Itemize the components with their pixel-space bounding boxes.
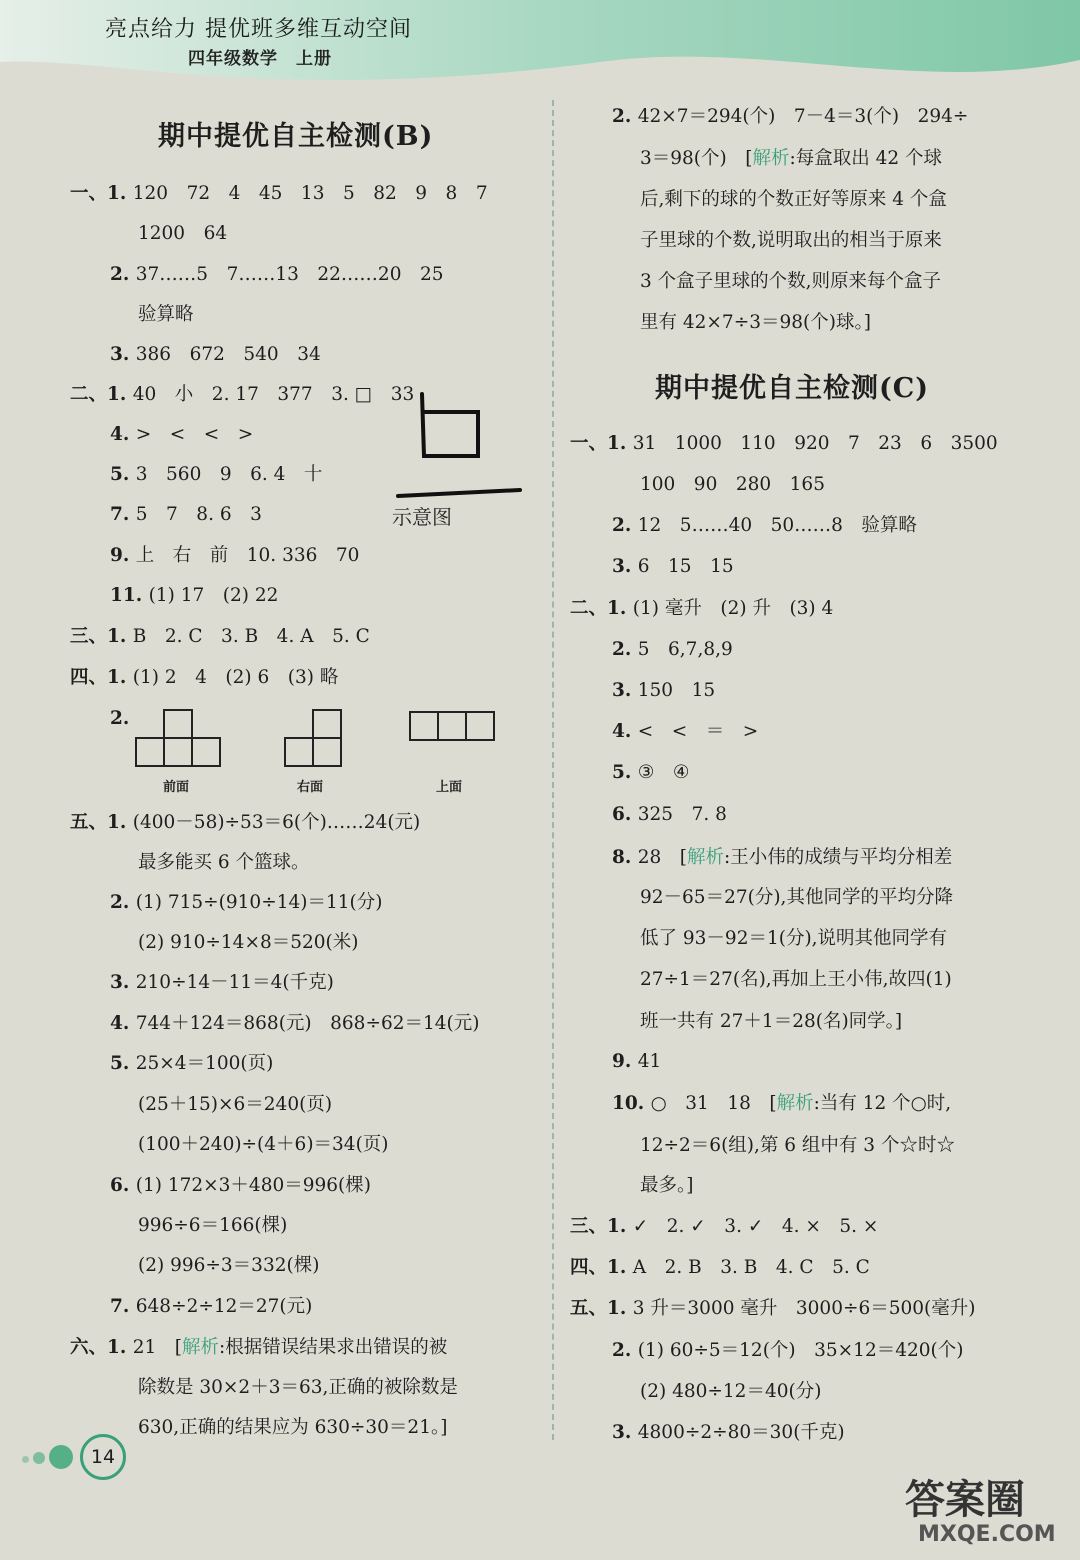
answer-text: 上 右 前 10. 336 70 <box>135 545 360 566</box>
item-number: 五、1. <box>70 812 133 833</box>
answer-text: A 2. B 3. B 4. C 5. C <box>632 1257 870 1278</box>
item-number: 2. <box>110 892 136 913</box>
left-answer-line <box>70 383 414 407</box>
view-top-label: 上面 <box>436 780 463 795</box>
right-answer-line <box>570 432 998 456</box>
answer-text: 里有 42×7÷3＝98(个)球。] <box>640 312 871 333</box>
item-number: 2. <box>110 264 136 285</box>
answer-text: 28 [解析:王小伟的成绩与平均分相差 <box>637 847 953 868</box>
item-number: 一、1. <box>570 433 633 454</box>
answer-text: 37……5 7……13 22……20 25 <box>135 264 444 285</box>
left-answer-line <box>110 263 444 287</box>
right-answer-line <box>570 1215 878 1239</box>
item-number: 4. <box>612 721 638 742</box>
right-answer-line <box>640 188 947 212</box>
right-answer-line <box>612 105 968 129</box>
right-answer-line <box>612 638 733 662</box>
item-number: 2. <box>612 1340 638 1361</box>
answer-text: B 2. C 3. B 4. A 5. C <box>132 626 370 647</box>
item-number: 6. <box>612 804 638 825</box>
answer-text: 6 15 15 <box>637 556 734 577</box>
left-answer-line <box>110 971 334 995</box>
right-answer-line <box>612 720 758 744</box>
answer-text: 子里球的个数,说明取出的相当于原来 <box>640 230 942 251</box>
left-answer-line <box>138 222 227 246</box>
item-number: 五、1. <box>570 1298 633 1319</box>
right-answer-line <box>640 1134 955 1158</box>
answer-text: 3＝98(个) [解析:每盒取出 42 个球 <box>640 148 943 169</box>
item-number: 4. <box>110 1013 136 1034</box>
answer-text: (2) 480÷12＝40(分) <box>640 1381 822 1402</box>
item-number: 3. <box>110 344 136 365</box>
right-answer-line <box>612 555 734 579</box>
item-number: 2. <box>612 106 638 127</box>
answer-text: 150 15 <box>637 680 716 701</box>
answer-text: ✓ 2. ✓ 3. ✓ 4. × 5. × <box>632 1216 879 1237</box>
answer-text: 21 [解析:根据错误结果求出错误的被 <box>132 1337 448 1358</box>
left-answer-line <box>138 931 358 955</box>
left-answer-line <box>110 707 129 731</box>
answer-text: 验算略 <box>138 304 194 325</box>
right-answer-line <box>612 514 917 538</box>
right-answer-line <box>640 968 952 992</box>
answer-text: 100 90 280 165 <box>640 474 825 495</box>
answer-text: 班一共有 27＋1＝28(名)同学。] <box>640 1011 903 1032</box>
left-answer-line <box>110 1052 273 1076</box>
left-answer-line <box>110 584 278 608</box>
right-answer-line <box>640 927 947 951</box>
answer-text: 5 7 8. 6 3 <box>135 504 262 525</box>
item-number: 4. <box>110 424 136 445</box>
item-number: 3. <box>612 556 638 577</box>
column-divider <box>552 100 554 1440</box>
item-number: 2. <box>110 708 130 729</box>
answer-text: 5 6,7,8,9 <box>637 639 733 660</box>
analysis-tag: 解析 <box>182 1337 220 1358</box>
answer-text: 630,正确的结果应为 630÷30＝21。] <box>138 1417 448 1438</box>
answer-text: (25＋15)×6＝240(页) <box>138 1094 333 1115</box>
item-number: 三、1. <box>70 626 133 647</box>
item-number: 5. <box>110 1053 136 1074</box>
left-answer-line <box>110 1012 479 1036</box>
item-number: 7. <box>110 504 136 525</box>
answer-text: 1200 64 <box>138 223 228 244</box>
answer-text: 42×7＝294(个) 7－4＝3(个) 294÷ <box>637 106 969 127</box>
handwritten-sketch <box>392 384 542 534</box>
view-front-figure <box>135 708 225 770</box>
answer-text: 996÷6＝166(棵) <box>138 1215 288 1236</box>
answer-text: 386 672 540 34 <box>135 344 321 365</box>
item-number: 四、1. <box>70 667 133 688</box>
item-number: 5. <box>110 464 136 485</box>
left-answer-line <box>70 666 338 690</box>
left-answer-line <box>70 182 488 206</box>
item-number: 一、1. <box>70 183 133 204</box>
item-number: 10. <box>612 1093 651 1114</box>
answer-text: 3 560 9 6. 4 十 <box>135 464 323 485</box>
handwritten-note: 示意图 <box>392 505 452 529</box>
watermark-logo: 答案圈 <box>905 1477 1025 1523</box>
view-right-label: 右面 <box>297 780 324 795</box>
item-number: 2. <box>612 639 638 660</box>
right-answer-line <box>570 1297 975 1321</box>
answer-text: < < ＝ > <box>637 721 759 742</box>
answer-text: 12 5……40 50……8 验算略 <box>637 515 917 536</box>
right-answer-line <box>640 311 871 335</box>
series-title: 亮点给力 提优班多维互动空间 <box>105 17 412 42</box>
item-number: 3. <box>110 972 136 993</box>
item-number: 六、1. <box>70 1337 133 1358</box>
answer-text: 低了 93－92＝1(分),说明其他同学有 <box>640 928 948 949</box>
answer-text: 3 升＝3000 毫升 3000÷6＝500(毫升) <box>632 1298 976 1319</box>
view-top-figure <box>408 710 498 744</box>
left-answer-line <box>138 1416 447 1440</box>
answer-text: 后,剩下的球的个数正好等原来 4 个盒 <box>640 189 947 210</box>
section-title-c: 期中提优自主检测(C) <box>655 373 930 404</box>
page-number: 14 <box>80 1434 126 1480</box>
answer-text: 25×4＝100(页) <box>135 1053 274 1074</box>
item-number: 9. <box>612 1051 638 1072</box>
answer-text: 648÷2÷12＝27(元) <box>135 1296 313 1317</box>
answer-text: (1) 715÷(910÷14)＝11(分) <box>135 892 383 913</box>
analysis-tag: 解析 <box>776 1093 814 1114</box>
left-answer-line <box>138 1254 319 1278</box>
section-title-b: 期中提优自主检测(B) <box>158 121 434 152</box>
left-answer-line <box>110 463 322 487</box>
right-answer-line <box>612 1339 963 1363</box>
answer-text: 31 1000 110 920 7 23 6 3500 <box>632 433 998 454</box>
item-number: 6. <box>110 1175 136 1196</box>
left-answer-line <box>70 811 420 835</box>
watermark-site: MXQE.COM <box>918 1522 1056 1547</box>
left-answer-line <box>110 544 359 568</box>
answer-text: 325 7. 8 <box>637 804 727 825</box>
item-number: 8. <box>612 847 638 868</box>
answer-text: (1) 17 (2) 22 <box>148 585 279 606</box>
left-answer-line <box>138 1376 458 1400</box>
answer-text: 除数是 30×2＋3＝63,正确的被除数是 <box>138 1377 458 1398</box>
right-answer-line <box>640 1010 902 1034</box>
answer-text: 744＋124＝868(元) 868÷62＝14(元) <box>135 1013 480 1034</box>
answer-text: 27÷1＝27(名),再加上王小伟,故四(1) <box>640 969 952 990</box>
left-answer-line <box>138 1133 389 1157</box>
answer-text: (1) 毫升 (2) 升 (3) 4 <box>632 598 834 619</box>
left-answer-line <box>138 1214 287 1238</box>
right-answer-line <box>612 1421 845 1445</box>
right-answer-line <box>640 147 942 171</box>
right-answer-line <box>640 1380 821 1404</box>
left-answer-line <box>110 891 382 915</box>
left-answer-line <box>110 503 262 527</box>
answer-text: ○ 31 18 [解析:当有 12 个○时, <box>650 1093 952 1114</box>
item-number: 3. <box>612 1422 638 1443</box>
left-answer-line <box>110 343 321 367</box>
right-answer-line <box>640 886 953 910</box>
item-number: 2. <box>612 515 638 536</box>
answer-text: 92－65＝27(分),其他同学的平均分降 <box>640 887 953 908</box>
decor-dot-1 <box>22 1456 29 1463</box>
book-subtitle: 四年级数学 上册 <box>188 49 332 69</box>
right-answer-line <box>612 1092 951 1116</box>
item-number: 7. <box>110 1296 136 1317</box>
item-number: 三、1. <box>570 1216 633 1237</box>
decor-dot-2 <box>33 1452 45 1464</box>
right-answer-line <box>612 1050 661 1074</box>
answer-text: (1) 2 4 (2) 6 (3) 略 <box>132 667 339 688</box>
left-answer-line <box>138 1093 332 1117</box>
view-front-label: 前面 <box>163 780 190 795</box>
right-answer-line <box>570 1256 870 1280</box>
right-answer-line <box>640 270 941 294</box>
decor-dot-3 <box>49 1445 73 1469</box>
answer-text: 4800÷2÷80＝30(千克) <box>637 1422 845 1443</box>
analysis-tag: 解析 <box>752 148 790 169</box>
answer-text: 40 小 2. 17 377 3. □ 33 <box>132 384 415 405</box>
answer-text: (1) 60÷5＝12(个) 35×12＝420(个) <box>637 1340 964 1361</box>
left-answer-line <box>110 1295 312 1319</box>
item-number: 11. <box>110 585 149 606</box>
right-answer-line <box>640 1174 693 1198</box>
right-answer-line <box>612 846 952 870</box>
answer-text: > < < > <box>135 424 254 445</box>
right-answer-line <box>612 803 727 827</box>
item-number: 3. <box>612 680 638 701</box>
answer-text: ③ ④ <box>637 762 690 783</box>
right-answer-line <box>612 761 689 785</box>
right-answer-line <box>640 473 825 497</box>
left-answer-line <box>70 1336 447 1360</box>
answer-text: 120 72 4 45 13 5 82 9 8 7 <box>132 183 488 204</box>
answer-text: 最多。] <box>640 1175 694 1196</box>
left-answer-line <box>70 625 370 649</box>
left-answer-line <box>110 1174 371 1198</box>
answer-text: 12÷2＝6(组),第 6 组中有 3 个☆时☆ <box>640 1135 955 1156</box>
page-header <box>0 0 1080 88</box>
left-answer-line <box>110 423 253 447</box>
analysis-tag: 解析 <box>687 847 725 868</box>
answer-text: 3 个盒子里球的个数,则原来每个盒子 <box>640 271 942 292</box>
item-number: 5. <box>612 762 638 783</box>
right-answer-line <box>640 229 942 253</box>
view-right-figure <box>282 708 346 770</box>
item-number: 四、1. <box>570 1257 633 1278</box>
item-number: 9. <box>110 545 136 566</box>
left-answer-line <box>138 303 194 327</box>
answer-text: (1) 172×3＋480＝996(棵) <box>135 1175 371 1196</box>
answer-text: 最多能买 6 个篮球。 <box>138 852 310 873</box>
right-answer-line <box>570 597 833 621</box>
answer-text: 41 <box>637 1051 662 1072</box>
item-number: 二、1. <box>570 598 633 619</box>
answer-text: (2) 910÷14×8＝520(米) <box>138 932 359 953</box>
right-answer-line <box>612 679 715 703</box>
answer-text: (400－58)÷53＝6(个)……24(元) <box>132 812 421 833</box>
answer-text: 210÷14－11＝4(千克) <box>135 972 334 993</box>
item-number: 二、1. <box>70 384 133 405</box>
answer-text: (2) 996÷3＝332(棵) <box>138 1255 320 1276</box>
left-answer-line <box>138 851 310 875</box>
answer-text: (100＋240)÷(4＋6)＝34(页) <box>138 1134 389 1155</box>
